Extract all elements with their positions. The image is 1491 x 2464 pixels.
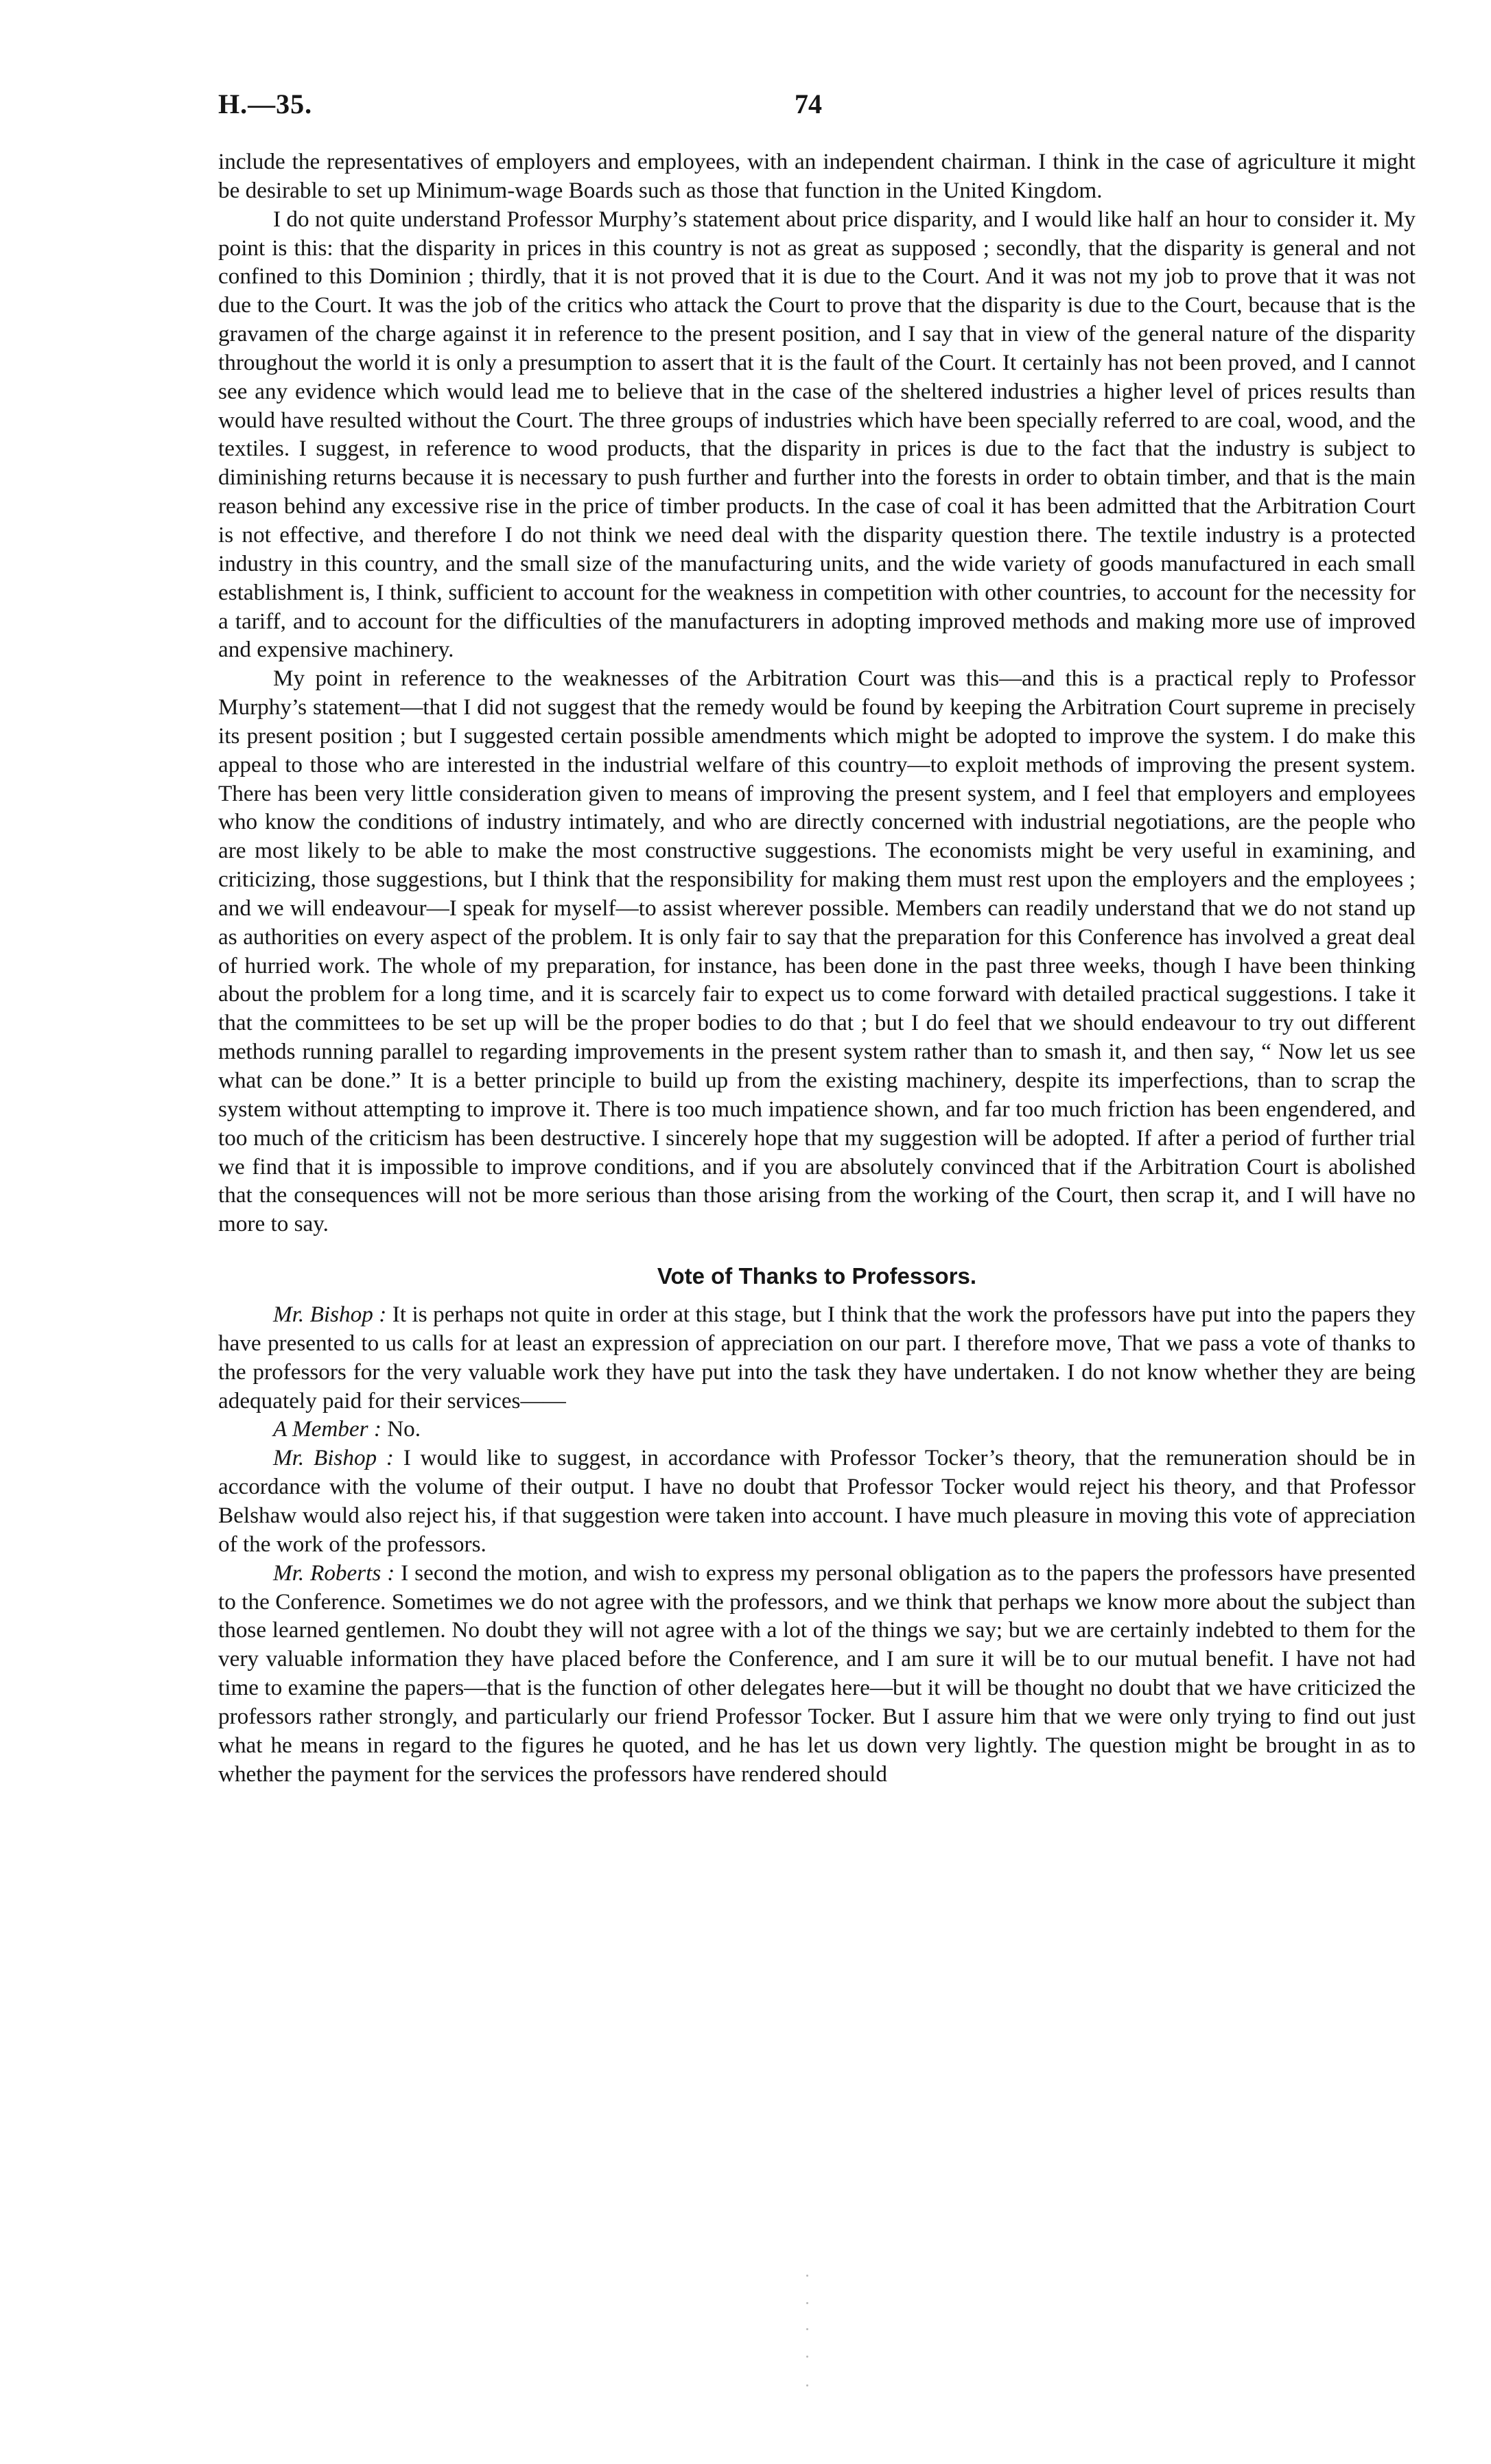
body-text xyxy=(218,148,1416,1788)
speech-paragraph xyxy=(218,1300,1416,1415)
speaker-name: A Member : xyxy=(273,1416,381,1442)
scan-speck xyxy=(806,2384,808,2386)
document-id: H.—35. xyxy=(218,89,313,119)
speech-paragraph xyxy=(218,1559,1416,1789)
speech-text: No. xyxy=(381,1416,421,1442)
paragraph-continuation: include the representatives of employers and employees, with an independent chairman. I think in the case of agriculture it might be desirable to set up Minimum-wage Boards such as those that function in the United Kingdom. xyxy=(218,149,1416,203)
scan-specks xyxy=(806,2275,809,2412)
scan-speck xyxy=(806,2275,808,2277)
scan-speck xyxy=(806,2302,808,2304)
running-head xyxy=(218,88,1416,129)
speech-text: It is perhaps not quite in order at this stage, but I think that the work the professors have put into the papers they have presented to us calls for at least an expression of appreciation on our part. I therefore move, That we pass a vote of thanks to the professors for the very valuable work they have put into the task they have undertaken. I do not know whether they are being adequately paid for their services—— xyxy=(218,1302,1416,1413)
speech-paragraph xyxy=(218,1444,1416,1558)
scan-speck xyxy=(806,2328,808,2330)
section-heading: Vote of Thanks to Professors. xyxy=(657,1263,977,1289)
speech-text: I would like to suggest, in accordance with Professor Tocker’s theory, that the remuneration should be in accordance with the volume of their output. I have no doubt that Professor Tocker would reject his theory, and that Professor Belshaw would also reject his, if that suggestion were taken into account. I have much pleasure in moving this vote of appreciation of the work of the professors. xyxy=(218,1445,1416,1557)
page-number: 74 xyxy=(795,89,822,119)
paragraph: I do not quite understand Professor Murphy’s statement about price disparity, and I would like half an hour to consider it. My point is this: that the disparity in prices in this country is not as great as supposed ; secondly, that the disparity is general and not confined to this Dominion ; thirdly, that it is not proved that it is due to the Court. And it was not my job to prove that it was not due to the Court. It was the job of the critics who attack the Court to prove that the disparity is due to the Court, because that is the gravamen of the charge against it in reference to the present position, and I say that in view of the general nature of the disparity throughout the world it is only a presumption to assert that it is the fault of the Court. It certainly has not been proved, and I cannot see any evidence which would lead me to believe that in the case of the sheltered industries a higher level of prices results than would have resulted without the Court. The three groups of industries which have been specially referred to are coal, wood, and the textiles. I suggest, in reference to wood products, that the disparity in prices is due to the fact that the industry is subject to diminishing returns because it is necessary to push further and further into the forests in order to obtain timber, and that is the main reason behind any excessive rise in the price of timber products. In the case of coal it has been admitted that the Arbitration Court is not effective, and therefore I do not think we need deal with the disparity question there. The textile industry is a protected industry in this country, and the small size of the manufacturing units, and the wide variety of goods manufactured in each small establishment is, I think, sufficient to account for the weakness in competition with other countries, to account for the necessity for a tariff, and to account for the difficulties of the manufacturers in adopting improved methods and making more use of improved and expensive machinery. xyxy=(218,206,1416,663)
speaker-name: Mr. Roberts : xyxy=(273,1560,395,1586)
speaker-name: Mr. Bishop : xyxy=(273,1302,387,1328)
paragraph: My point in reference to the weaknesses of the Arbitration Court was this—and this is a practical reply to Professor Murphy’s statement—that I did not suggest that the remedy would be found by keeping the Arbitration Court supreme in precisely its present position ; but I suggested certain possible amendments which might be adopted to improve the system. I do make this appeal to those who are interested in the industrial welfare of this country—to exploit methods of improving the present system. There has been very little consideration given to means of improving the present system, and I feel that employers and employees who know the conditions of industry intimately, and who are directly concerned with industrial negotiations, are the people who are most likely to be able to make the most constructive suggestions. The economists might be very useful in examining, and criticizing, those suggestions, but I think that the responsibility for making them must rest upon the employers and the employees ; and we will endeavour—I speak for myself—to assist wherever possible. Members can readily understand that we do not stand up as authorities on every aspect of the problem. It is only fair to say that the preparation for this Conference has involved a great deal of hurried work. The whole of my preparation, for instance, has been done in the past three weeks, though I have been thinking about the problem for a long time, and it is scarcely fair to expect us to come forward with detailed practical suggestions. I take it that the committees to be set up will be the proper bodies to do that ; but I do feel that we should endeavour to try out different methods running parallel to regarding improvements in the present system rather than to smash it, and then say, “ Now let us see what can be done.” It is a better principle to build up from the existing machinery, despite its imperfections, than to scrap the system without attempting to improve it. There is too much impatience shown, and far too much friction has been engendered, and too much of the criticism has been destructive. I sincerely hope that my suggestion will be adopted. If after a period of further trial we find that it is impossible to improve conditions, and if you are absolutely convinced that if the Arbitration Court is abolished that the consequences will not be more serious than those arising from the working of the Court, then scrap it, and I will have no more to say. xyxy=(218,666,1416,1237)
speech-paragraph xyxy=(218,1415,1416,1444)
speech-text: I second the motion, and wish to express my personal obligation as to the papers the professors have presented to the Conference. Sometimes we do not agree with the professors, and we think that perhaps we know more about the subject than those learned gentlemen. No doubt they will not agree with a lot of the things we say; but we are certainly indebted to them for the very valuable information they have placed before the Conference, and I am sure it will be to our mutual benefit. I have not had time to examine the papers—that is the function of other delegates here—but it will be thought no doubt that we have criticized the professors rather strongly, and particularly our friend Professor Tocker. But I assure him that we were only trying to find out just what he means in regard to the figures he quoted, and he has let us down very lightly. The question might be brought in as to whether the payment for the services the professors have rendered should xyxy=(218,1560,1416,1787)
scan-speck xyxy=(806,2356,808,2358)
speaker-name: Mr. Bishop : xyxy=(273,1445,394,1471)
